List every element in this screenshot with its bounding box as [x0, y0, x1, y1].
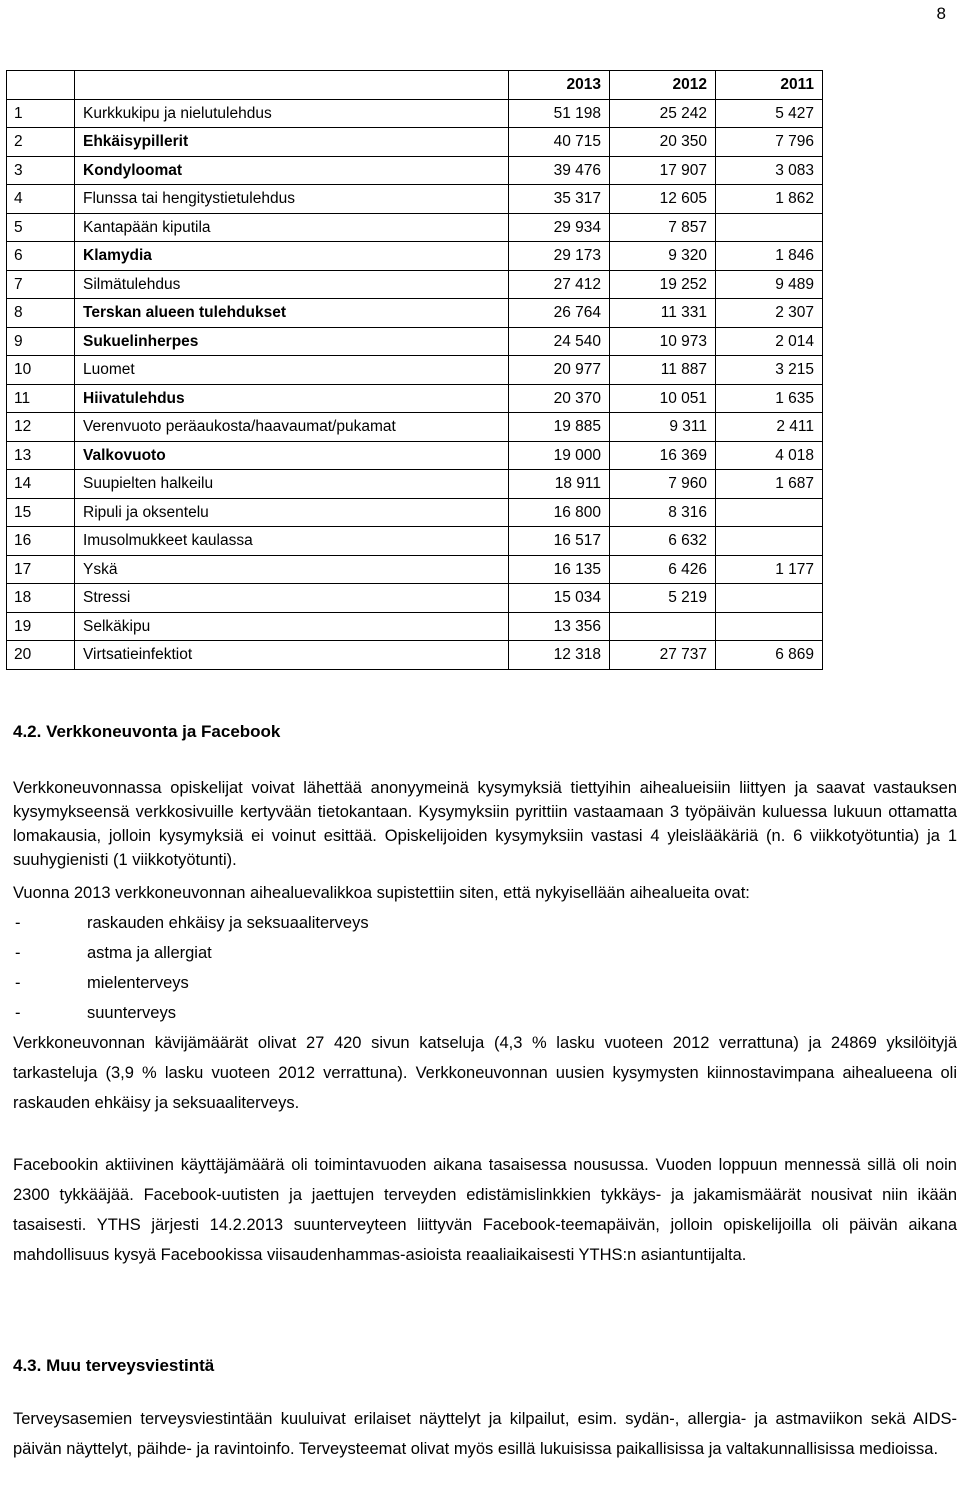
rank-cell: 6: [7, 242, 75, 271]
value-2011-cell: [716, 527, 823, 556]
topic-cell: Hiivatulehdus: [75, 384, 509, 413]
value-2011-cell: 2 307: [716, 299, 823, 328]
topic-cell: Ripuli ja oksentelu: [75, 498, 509, 527]
list-item: [13, 938, 369, 968]
topic-cell: Verenvuoto peräaukosta/haavaumat/pukamat: [75, 413, 509, 442]
value-2013-cell: 16 800: [509, 498, 610, 527]
value-2011-cell: [716, 498, 823, 527]
list-item-label: astma ja allergiat: [87, 944, 212, 962]
value-2012-cell: 11 887: [610, 356, 716, 385]
topic-list: [13, 908, 369, 1028]
topic-cell: Kantapään kiputila: [75, 213, 509, 242]
value-2012-cell: 7 960: [610, 470, 716, 499]
value-2013-cell: 39 476: [509, 156, 610, 185]
table-row: [7, 555, 823, 584]
value-2013-cell: 29 934: [509, 213, 610, 242]
table-row: [7, 441, 823, 470]
paragraph-kavijamaarat: Verkkoneuvonnan kävijämäärät olivat 27 420 sivun katseluja (4,3 % lasku vuoteen 2012 verrattuna) ja 24869 yksilöityjä tarkasteluja (3,9 % lasku vuoteen 2012 verrattuna). Verkkoneuvonnan uusien kysymysten kiinnostavimpana aihealueena oli raskauden ehkäisy ja seksuaaliterveys.: [13, 1034, 957, 1112]
section-heading-4-3: 4.3. Muu terveysviestintä: [13, 1356, 215, 1375]
topic-cell: Luomet: [75, 356, 509, 385]
table-body: [7, 99, 823, 669]
value-2013-cell: 20 977: [509, 356, 610, 385]
rank-cell: 13: [7, 441, 75, 470]
topic-cell: Stressi: [75, 584, 509, 613]
value-2013-cell: 18 911: [509, 470, 610, 499]
table-row: [7, 299, 823, 328]
list-item-label: suunterveys: [87, 1004, 176, 1022]
table-row: [7, 470, 823, 499]
table-row: [7, 413, 823, 442]
table-row: [7, 128, 823, 157]
header-2011: 2011: [716, 71, 823, 100]
table-header-row: [7, 71, 823, 100]
list-dash: -: [15, 944, 21, 962]
value-2011-cell: [716, 584, 823, 613]
table-row: [7, 498, 823, 527]
value-2012-cell: [610, 612, 716, 641]
table-row: [7, 156, 823, 185]
list-item-label: raskauden ehkäisy ja seksuaaliterveys: [87, 914, 369, 932]
table-row: [7, 584, 823, 613]
rank-cell: 1: [7, 99, 75, 128]
value-2013-cell: 51 198: [509, 99, 610, 128]
value-2012-cell: 10 973: [610, 327, 716, 356]
value-2013-cell: 16 135: [509, 555, 610, 584]
list-dash: -: [15, 1004, 21, 1022]
table-row: [7, 527, 823, 556]
rank-cell: 7: [7, 270, 75, 299]
value-2011-cell: 3 215: [716, 356, 823, 385]
topic-cell: Sukuelinherpes: [75, 327, 509, 356]
value-2011-cell: [716, 612, 823, 641]
value-2013-cell: 19 885: [509, 413, 610, 442]
value-2012-cell: 12 605: [610, 185, 716, 214]
rank-cell: 12: [7, 413, 75, 442]
list-item: [13, 998, 369, 1028]
value-2011-cell: 1 687: [716, 470, 823, 499]
rank-cell: 10: [7, 356, 75, 385]
value-2013-cell: 16 517: [509, 527, 610, 556]
value-2012-cell: 6 426: [610, 555, 716, 584]
section-heading-4-2: 4.2. Verkkoneuvonta ja Facebook: [13, 722, 281, 741]
value-2011-cell: [716, 213, 823, 242]
rank-cell: 17: [7, 555, 75, 584]
rank-cell: 8: [7, 299, 75, 328]
value-2011-cell: 5 427: [716, 99, 823, 128]
topic-cell: Silmätulehdus: [75, 270, 509, 299]
topic-cell: Kondyloomat: [75, 156, 509, 185]
rank-cell: 19: [7, 612, 75, 641]
topic-cell: Ehkäisypillerit: [75, 128, 509, 157]
value-2011-cell: 1 846: [716, 242, 823, 271]
topic-cell: Yskä: [75, 555, 509, 584]
list-item: [13, 968, 369, 998]
paragraph-muu-terveysviestinta: Terveysasemien terveysviestintään kuuluivat erilaiset näyttelyt ja kilpailut, esim. sydän-, allergia- ja astmaviikon sekä AIDS-päivän näyttelyt, päihde- ja ravintoinfo. Terveysteemat olivat myös esillä lukuisissa paikallisissa ja valtakunnallisissa medioissa.: [13, 1410, 957, 1458]
table-row: [7, 356, 823, 385]
value-2011-cell: 9 489: [716, 270, 823, 299]
value-2011-cell: 3 083: [716, 156, 823, 185]
value-2011-cell: 7 796: [716, 128, 823, 157]
value-2013-cell: 35 317: [509, 185, 610, 214]
table-row: [7, 327, 823, 356]
value-2013-cell: 19 000: [509, 441, 610, 470]
value-2012-cell: 7 857: [610, 213, 716, 242]
value-2012-cell: 9 320: [610, 242, 716, 271]
rank-cell: 18: [7, 584, 75, 613]
value-2013-cell: 12 318: [509, 641, 610, 670]
topic-cell: Terskan alueen tulehdukset: [75, 299, 509, 328]
header-2012: 2012: [610, 71, 716, 100]
value-2012-cell: 10 051: [610, 384, 716, 413]
value-2012-cell: 17 907: [610, 156, 716, 185]
value-2012-cell: 5 219: [610, 584, 716, 613]
rank-cell: 11: [7, 384, 75, 413]
value-2013-cell: 26 764: [509, 299, 610, 328]
topic-cell: Kurkkukipu ja nielutulehdus: [75, 99, 509, 128]
value-2012-cell: 25 242: [610, 99, 716, 128]
value-2012-cell: 19 252: [610, 270, 716, 299]
value-2011-cell: 4 018: [716, 441, 823, 470]
rank-cell: 5: [7, 213, 75, 242]
header-rank: [7, 71, 75, 100]
value-2013-cell: 40 715: [509, 128, 610, 157]
value-2013-cell: 15 034: [509, 584, 610, 613]
table-row: [7, 612, 823, 641]
value-2012-cell: 20 350: [610, 128, 716, 157]
list-dash: -: [15, 914, 21, 932]
table-row: [7, 384, 823, 413]
topic-cell: Selkäkipu: [75, 612, 509, 641]
topic-cell: Imusolmukkeet kaulassa: [75, 527, 509, 556]
value-2012-cell: 16 369: [610, 441, 716, 470]
top-20-topics-table: [6, 70, 823, 670]
rank-cell: 15: [7, 498, 75, 527]
value-2012-cell: 6 632: [610, 527, 716, 556]
topic-cell: Virtsatieinfektiot: [75, 641, 509, 670]
value-2012-cell: 27 737: [610, 641, 716, 670]
value-2011-cell: 1 635: [716, 384, 823, 413]
table-row: [7, 213, 823, 242]
paragraph-aihealueet: Vuonna 2013 verkkoneuvonnan aihealuevalikkoa supistettiin siten, että nykyisellään aihealueita ovat:: [13, 884, 750, 902]
table-row: [7, 185, 823, 214]
topic-cell: Valkovuoto: [75, 441, 509, 470]
table-row: [7, 641, 823, 670]
topic-cell: Klamydia: [75, 242, 509, 271]
value-2012-cell: 9 311: [610, 413, 716, 442]
value-2011-cell: 2 014: [716, 327, 823, 356]
list-item-label: mielenterveys: [87, 974, 189, 992]
table-row: [7, 270, 823, 299]
value-2012-cell: 8 316: [610, 498, 716, 527]
rank-cell: 16: [7, 527, 75, 556]
value-2013-cell: 20 370: [509, 384, 610, 413]
value-2011-cell: 6 869: [716, 641, 823, 670]
table-row: [7, 242, 823, 271]
list-item: [13, 908, 369, 938]
value-2013-cell: 24 540: [509, 327, 610, 356]
value-2013-cell: 27 412: [509, 270, 610, 299]
paragraph-verkkoneuvonta: Verkkoneuvonnassa opiskelijat voivat lähettää anonyymeinä kysymyksiä tiettyihin aihealueisiin liittyen ja saavat vastauksen kysymykseensä verkkosivuille kertyvään tietokantaan. Kysymyksiin pyrittiin vastaamaan 3 työpäivän kuluessa lukuun ottamatta lomakausia, jolloin kysymyksiä ei voinut esittää. Opiskelijoiden kysymyksiin vastasi 4 yleislääkäriä (n. 6 viikkotyötuntia) ja 1 suuhygienisti (1 viikkotyötunti).: [13, 779, 957, 869]
list-dash: -: [15, 974, 21, 992]
rank-cell: 3: [7, 156, 75, 185]
rank-cell: 2: [7, 128, 75, 157]
paragraph-facebook: Facebookin aktiivinen käyttäjämäärä oli toimintavuoden aikana tasaisessa nousussa. Vuoden loppuun mennessä sillä oli noin 2300 tykkääjää. Facebook-uutisten ja jaettujen terveyden edistämislinkkien tykkäys- ja jakamismäärät nousivat niin ikään tasaisesti. YTHS järjesti 14.2.2013 suunterveyteen liittyvän Facebook-teemapäivän, jolloin opiskelijoilla oli päivän aikana mahdollisuus kysyä Facebookissa viisaudenhammas-asioista reaaliaikaisesti YTHS:n asiantuntijalta.: [13, 1156, 957, 1264]
header-topic: [75, 71, 509, 100]
header-2013: 2013: [509, 71, 610, 100]
value-2013-cell: 13 356: [509, 612, 610, 641]
rank-cell: 14: [7, 470, 75, 499]
value-2011-cell: 1 177: [716, 555, 823, 584]
table-row: [7, 99, 823, 128]
rank-cell: 4: [7, 185, 75, 214]
value-2011-cell: 2 411: [716, 413, 823, 442]
value-2013-cell: 29 173: [509, 242, 610, 271]
topic-cell: Flunssa tai hengitystietulehdus: [75, 185, 509, 214]
page-number: 8: [936, 4, 946, 23]
value-2011-cell: 1 862: [716, 185, 823, 214]
rank-cell: 9: [7, 327, 75, 356]
rank-cell: 20: [7, 641, 75, 670]
topic-cell: Suupielten halkeilu: [75, 470, 509, 499]
value-2012-cell: 11 331: [610, 299, 716, 328]
